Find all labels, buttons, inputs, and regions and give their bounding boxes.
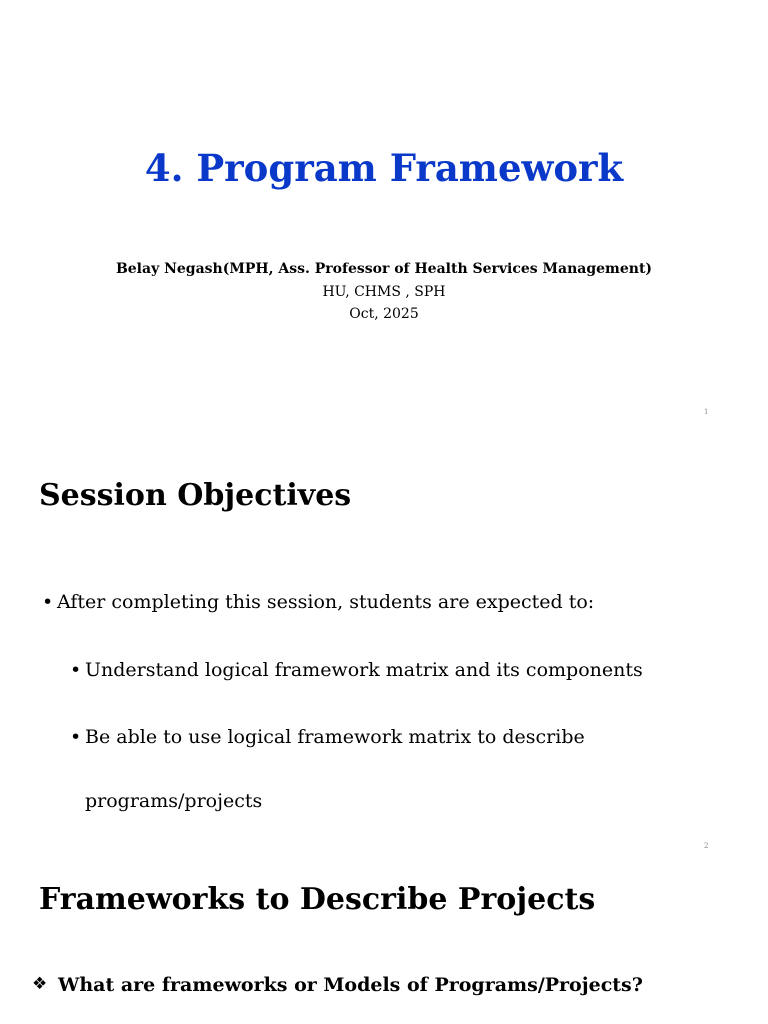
page-number: 1 — [704, 408, 709, 416]
question-text: What are frameworks or Models of Programs/Projects? — [58, 974, 643, 996]
page-number: 2 — [704, 842, 709, 850]
slide-heading: Session Objectives — [39, 478, 352, 513]
affiliation-line: HU, CHMS , SPH — [322, 284, 446, 300]
bullet-text: programs/projects — [85, 790, 263, 812]
diamond-bullet-icon: ❖ — [32, 974, 48, 994]
bullet-dot-icon: • — [42, 591, 54, 613]
bullet-text: Be able to use logical framework matrix to describe — [85, 726, 585, 748]
author-line: Belay Negash(MPH, Ass. Professor of Health Services Management) — [115, 261, 653, 277]
bullet-dot-icon: • — [70, 659, 82, 681]
bullet-text: After completing this session, students are expected to: — [57, 591, 595, 613]
bullet-dot-icon: • — [70, 726, 82, 748]
slide-heading: Frameworks to Describe Projects — [39, 882, 596, 917]
bullet-text: Understand logical framework matrix and its components — [85, 659, 643, 681]
date-line: Oct, 2025 — [349, 306, 419, 322]
slide-title: 4. Program Framework — [144, 146, 624, 190]
slide-1 — [0, 0, 768, 430]
